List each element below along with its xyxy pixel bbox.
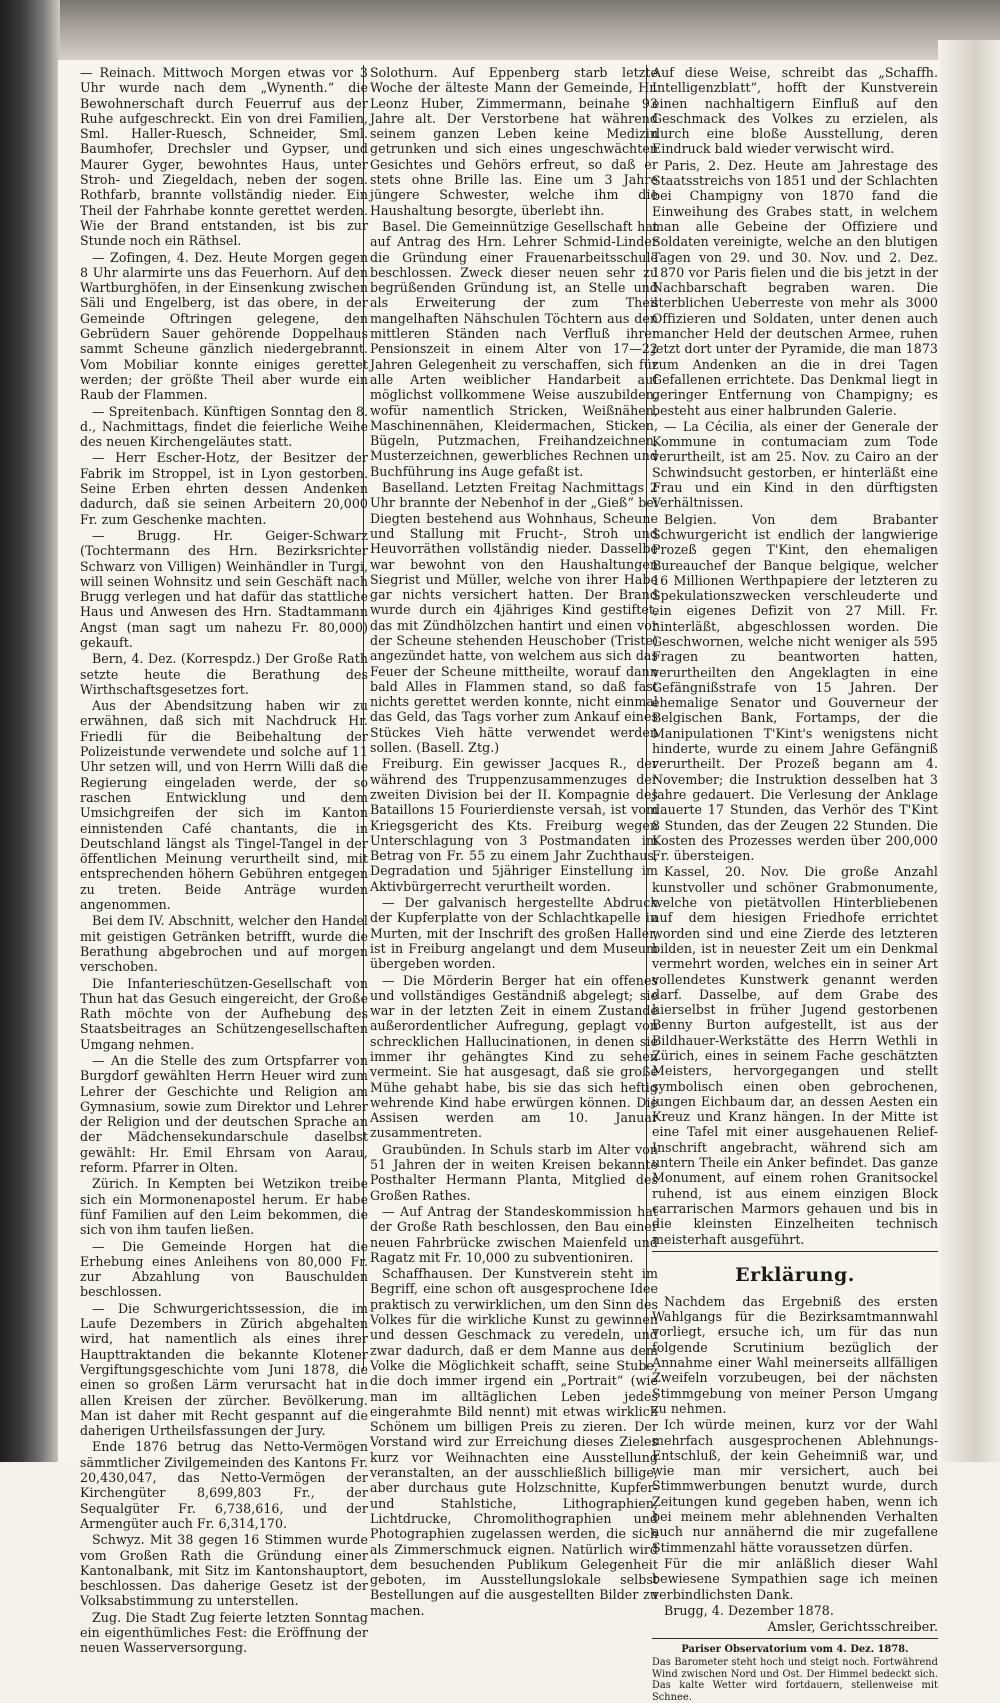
weather-divider: [652, 1638, 938, 1639]
column-2: [370, 65, 658, 1618]
article-bern-abendsitzung: Aus der Abendsitzung haben wir zu erwähnen, daß sich mit Nachdruck Hr. Friedli für die Beibehaltung der Polizeistunde verwendete und solche auf 11 Uhr setzen will, und von Herrn Willi daß die Regierung eingeladen werde, der so raschen Entwicklung und dem Umsichgreifen der sich im Kanton einnistenden Café chantants, die in Deutschland längst als Tingel-Tangel in der öffentlichen Meinung verurtheilt sind, mit entsprechenden höhern Gebühren entgegen zu treten. Beide Anträge wurden angenommen.: [80, 698, 368, 913]
weather-title: Pariser Observatorium vom 4. Dez. 1878.: [681, 1644, 909, 1656]
article-solothurn: Solothurn. Auf Eppenberg starb letzte Woche der älteste Mann der Gemeinde, Hr. Leonz Huber, Zimmermann, beinahe 93 Jahre alt. Der Verstorbene hat während seinem ganzen Leben keine Medizin getrunken und sich eines ungeschwächten Gesichtes und Gehörs erfreut, so daß er stets ohne Brille las. Eine um 3 Jahre jüngere Schwester, welche ihm die Haushaltung besorgte, überlebt ihn.: [370, 65, 658, 218]
article-escher-hotz: — Herr Escher-Hotz, der Besitzer der Fabrik im Stroppel, ist in Lyon gestorben. Seine Erben ehrten dessen Andenken dadurch, daß sie seinen Arbeitern 20,000 Fr. zum Geschenke machten.: [80, 450, 368, 527]
article-schwyz: Schwyz. Mit 38 gegen 16 Stimmen wurde vom Großen Rath die Gründung einer Kantonalbank, mit Sitz im Kantonshauptort, beschlossen. Das daherige Gesetz ist der Volksabstimmung zu unterstellen.: [80, 1532, 368, 1609]
article-zug: Zug. Die Stadt Zug feierte letzten Sonntag ein eigenthümliches Fest: die Eröffnung der neuen Wasserversorgung.: [80, 1609, 368, 1656]
article-bern-abschnitt: Bei dem IV. Abschnitt, welcher den Handel mit geistigen Getränken betrifft, wurde die Berathung abgebrochen und auf morgen verschoben.: [80, 913, 368, 975]
article-freiburg: Freiburg. Ein gewisser Jacques R., der während des Truppenzusammenzuges der zweiten Division bei der II. Kompagnie des Bataillons 15 Fourierdienste versah, ist vom Kriegsgericht des Kts. Freiburg wegen Unterschlagung von 3 Postmandaten im Betrag von Fr. 55 zu einem Jahr Zuchthaus, Degradation und 5jähriger Einstellung im Aktivbürgerrecht verurtheilt worden.: [370, 756, 658, 894]
article-zuerich: Zürich. In Kempten bei Wetzikon treibe sich ein Mormonenapostel herum. Er habe fünf Familien auf den Leim bekommen, die sich von ihm taufen ließen.: [80, 1176, 368, 1238]
book-spine-shadow: [0, 0, 60, 1462]
notice-place-date: Brugg, 4. Dezember 1878.: [664, 1602, 834, 1618]
article-reinach: — Reinach. Mittwoch Morgen etwas vor 3 Uhr wurde nach dem „Wynenth.“ die Bewohnerschaft durch Feuerruf aus der Ruhe aufgeschreckt. Ein von drei Familien, Sml. Haller-Ruesch, Schneider, Sml. Baumhofer, Drechsler und Gypser, und Maurer Gyger, bewohntes Haus, unter Stroh- und Ziegeldach, neben der sogen. Rothfarb, brannte vollständig nieder. Ein Theil der Fahrhabe konnte gerettet werden. Wie der Brand entstanden, ist bis zur Stunde noch ein Räthsel.: [80, 65, 368, 249]
notice-paragraph: Für die mir anläßlich dieser Wahl bewiesene Sympathien sage ich meinen verbindlichsten Dank.: [652, 1555, 938, 1602]
article-graubuenden: Graubünden. In Schuls starb im Alter von 51 Jahren der in weiten Kreisen bekannte Posthalter Hermann Planta, Mitglied des Großen Rathes.: [370, 1141, 658, 1203]
article-spreitenbach: — Spreitenbach. Künftigen Sonntag den 8. d., Nachmittags, findet die feierliche Weihe des neuen Kirchengeläutes statt.: [80, 403, 368, 450]
article-paris: Paris, 2. Dez. Heute am Jahrestage des Staatsstreichs von 1851 und der Schlachten bei Champigny von 1870 fand die Einweihung des Grabes statt, in welchem man alle Gebeine der Offiziere und Soldaten vereinigte, welche an den blutigen Tagen von 29. und 30. Nov. und 2. Dez. 1870 vor Paris fielen und die bis jetzt in der Nachbarschaft begraben waren. Die sterblichen Ueberreste von mehr als 3000 Offizieren und Soldaten, unter denen auch mancher Held der deutschen Armee, ruhen jetzt dort unter der Pyramide, die man 1873 zum Andenken an die in drei Tagen Gefallenen errichtete. Das Denkmal liegt in geringer Entfernung von Champigny; es besteht aus einer halbrunden Galerie.: [652, 157, 938, 418]
notice-paragraph: Ich würde meinen, kurz vor der Wahl mehrfach ausgesprochenen Ablehnungs-Entschluß, der kein Geheimniß war, und wie man mir versichert, auch bei Stimmwerbungen benutzt wurde, durch Zeitungen kund gegeben haben, wenn ich bei meinem mehr ablehnenden Verhalten auch nur annähernd die mir zugefallene Stimmenzahl hätte voraussetzen dürfen.: [652, 1417, 938, 1555]
article-horgen: — Die Gemeinde Horgen hat die Erhebung eines Anleihens von 80,000 Fr. zur Abzahlung von Bauschulden beschlossen.: [80, 1238, 368, 1300]
article-schaffhausen-cont: Auf diese Weise, schreibt das „Schaffh. Intelligenzblatt“, hofft der Kunstverein einen nachhaltigern Einfluß auf den Geschmack des Volkes zu erzielen, als durch eine bloße Ausstellung, deren Eindruck bald wieder verwischt wird.: [652, 65, 938, 157]
notice-title: Erklärung.: [735, 1263, 855, 1286]
article-la-cecilia: — La Cécilia, als einer der Generale der Kommune in contumaciam zum Tode verurtheilt, ist am 25. Nov. zu Cairo an der Schwindsucht gestorben, er hinterläßt eine Frau und ein Kind in den dürftigsten Verhältnissen.: [652, 418, 938, 511]
column-3: [652, 65, 938, 1703]
article-basel: Basel. Die Gemeinnützige Gesellschaft hat auf Antrag des Hrn. Lehrer Schmid-Linder die Gründung einer Frauenarbeitsschule beschlossen. Zweck dieser neuen sehr zu begrüßenden Gründung ist, an Stelle und als Erweiterung der zum Theil mangelhaften Nähschulen Töchtern aus den mittleren Ständen nach Verfluß ihrer Pensionszeit in einem Alter von 17—22 Jahren Gelegenheit zu verschaffen, sich für alle Arten weiblicher Handarbeit auf möglichst vollkommene Weise auszubilden, wofür namentlich Stricken, Weißnähen, Maschinennähen, Kleidermachen, Sticken, Bügeln, Putzmachen, Freihandzeichnen, Musterzeichnen, gewerbliches Rechnen und Buchführung ins Auge gefaßt ist.: [370, 218, 658, 479]
article-baselland: Baselland. Letzten Freitag Nachmittags 2 Uhr brannte der Nebenhof in der „Gieß“ bei Diegten bestehend aus Wohnhaus, Scheune und Stallung mit Frucht-, Stroh und Heuvorräthen vollständig nieder. Dasselbe war bewohnt von den Haushaltungen Siegrist und Müller, welche von ihrer Habe gar nichts versichert hatten. Der Brand wurde durch ein 4jähriges Kind gestiftet, das mit Zündhölzchen hantirt und einen vor der Scheune stehenden Heuschober (Triste) angezündet hatte, von welchem aus sich das Feuer der Scheune mittheilte, worauf dann bald Alles in Flammen stand, so daß fast nichts gerettet werden konnte, nicht einmal das Geld, das Tags vorher zum Ankauf eines Stückes Vieh hätte verwendet werden sollen. (Basell. Ztg.): [370, 480, 658, 756]
article-freiburg-abdruck: — Der galvanisch hergestellte Abdruck der Kupferplatte von der Schlachtkapelle in Murten, mit der Inschrift des großen Haller, ist in Freiburg angelangt und dem Museum übergeben worden.: [370, 895, 658, 972]
article-schwurgericht: — Die Schwurgerichtssession, die im Laufe Dezembers in Zürich abgehalten wird, hat namentlich als eines ihrer Haupttraktanden die bekannte Klotener Vergiftungsgeschichte vom Juni 1878, die einen so großen Lärm verursacht hat in allen Kreisen der zürcher. Bevölkerung. Man ist daher mit Recht gespannt auf die daherigen Urtheilsfassungen der Jury.: [80, 1300, 368, 1439]
article-burgdorf: — An die Stelle des zum Ortspfarrer von Burgdorf gewählten Herrn Heuer wird zum Lehrer der Geschichte und Religion am Gymnasium, sowie zum Direktor und Lehrer der Religion und der deutschen Sprache an der Mädchensekundarschule daselbst gewählt: Hr. Emil Ehrsam von Aarau, reform. Pfarrer in Olten.: [80, 1053, 368, 1176]
page-right-edge: [938, 40, 1000, 1462]
article-belgien: Belgien. Von dem Brabanter Schwurgericht ist endlich der langwierige Prozeß gegen T'Kint, den ehemaligen Bureauchef der Banque belgique, welcher 16 Millionen Werthpapiere der letzteren zu Spekulationszwecken verschleuderte und ein eigenes Defizit von 27 Mill. Fr. hinterläßt, abgeschlossen worden. Die Geschwornen, welche nicht weniger als 595 Fragen zu beantworten hatten, verurtheilten den Angeklagten in eine Gefängnißstrafe von 15 Jahren. Der ehemalige Senator und Gouverneur der Belgischen Bank, Fortamps, der die Manipulationen T'Kint's wenigstens nicht hinderte, wurde zu einem Jahre Gefängniß verurtheilt. Der Prozeß begann am 4. November; die Instruktion desselben hat 3 Jahre gedauert. Die Verlesung der Anklage dauerte 17 Stunden, das Verhör des T'Kint 8 Stunden, das der Zeugen 22 Stunden. Die Kosten des Prozesses werden über 200,000 Fr. übersteigen.: [652, 511, 938, 864]
article-graubuenden-bruecke: — Auf Antrag der Standeskommission hat der Große Rath beschlossen, den Bau einer neuen Fahrbrücke zwischen Maienfeld und Ragatz mit Fr. 10,000 zu subventioniren.: [370, 1203, 658, 1265]
notice-signature: Amsler, Gerichtsschreiber.: [767, 1619, 938, 1635]
article-kassel: Kassel, 20. Nov. Die große Anzahl kunstvoller und schöner Grabmonumente, welche von pietätvollen Hinterbliebenen auf dem hiesigen Friedhofe errichtet worden sind und eine Zierde des letzteren bilden, ist in neuester Zeit um ein Denkmal vermehrt worden, welches ein in seiner Art vollendetes Kunstwerk genannt werden darf. Dasselbe, auf dem Grabe des hierselbst in früher Jugend gestorbenen Benny Burton aufgestellt, ist aus der Bildhauer-Werkstätte des Herrn Wethli in Zürich, eines in seinem Fache geschätzten Meisters, hervorgegangen und stellt symbolisch einen oben gebrochenen, jungen Eichbaum dar, an dessen Aesten ein Kreuz und Kranz hängen. In der Mitte ist eine Tafel mit einer ausgehauenen Relief-Inschrift angebracht, während sich am untern Theile ein Anker befindet. Das ganze Monument, auf einem rohen Granitsockel ruhend, ist aus einem einzigen Block carrarischen Marmors gehauen und bis in die kleinsten Einzelheiten technisch meisterhaft ausgeführt.: [652, 864, 938, 1247]
article-brugg: — Brugg. Hr. Geiger-Schwarz (Tochtermann des Hrn. Bezirksrichter Schwarz von Villigen) Weinhändler in Turgi, will seinen Wohnsitz und sein Geschäft nach Brugg verlegen und hat dafür das stattliche Haus und Anwesen des Hrn. Stadtammann Angst (man sagt um nahezu Fr. 80,000) gekauft.: [80, 527, 368, 650]
article-bern-thun: Die Infanterieschützen-Gesellschaft von Thun hat das Gesuch eingereicht, der Große Rath möchte von der Aufhebung des Staatsbeitrages an Schützengesellschaften Umgang nehmen.: [80, 975, 368, 1052]
column-1: [80, 65, 368, 1656]
article-freiburg-berger: — Die Mörderin Berger hat ein offenes und vollständiges Geständniß abgelegt; sie war in der letzten Zeit in einem Zustande außerordentlicher Aufregung, geplagt von schrecklichen Hallucinationen, in denen sie immer ihr gehängtes Kind zu sehen vermeint. Sie hat ausgesagt, daß sie große Mühe gehabt habe, bis sie das sich heftig wehrende Kind habe erwürgen können. Die Assisen werden am 10. Januar zusammentreten.: [370, 972, 658, 1141]
article-zofingen: — Zofingen, 4. Dez. Heute Morgen gegen 8 Uhr alarmirte uns das Feuerhorn. Auf den Wartburghöfen, in der Einsenkung zwischen Säli und Engelberg, ist das obere, in der Gemeinde Oftringen gelegene, den Gebrüdern Sauer gehörende Doppelhaus sammt Scheune gänzlich niedergebrannt. Vom Mobiliar konnte einiges gerettet werden; der größte Theil aber wurde ein Raub der Flammen.: [80, 249, 368, 403]
article-bern: Bern, 4. Dez. (Korrespdz.) Der Große Rath setzte heute die Berathung des Wirthschaftsgesetzes fort.: [80, 651, 368, 697]
notice-paragraph: Nachdem das Ergebniß des ersten Wahlgangs für die Bezirksamtmannwahl vorliegt, ersuche ich, um für das nun folgende Scrutinium bezüglich der Annahme einer Wahl meinerseits allfälligen Zweifeln vorzubeugen, bei der nächsten Stimmgebung von meiner Person Umgang zu nehmen.: [652, 1293, 938, 1416]
weather-text: Das Barometer steht hoch und steigt noch. Fortwährend Wind zwischen Nord und Ost. Der Himmel bedeckt sich. Das kalte Wetter wird fortdauern, stellenweise mit Schnee.: [652, 1657, 938, 1703]
article-schaffhausen: Schaffhausen. Der Kunstverein steht im Begriff, eine schon oft ausgesprochene Idee praktisch zu verwirklichen, um den Sinn des Volkes für die wirkliche Kunst zu gewinnen und dessen Geschmack zu veredeln, und zwar dadurch, daß er dem Manne aus dem Volke die Möglichkeit schafft, seine Stube, die doch immer irgend ein „Portrait“ (wie man im alltäglichen Leben jedes eingerahmte Bild nennt) mit etwas wirklich Schönem um billigen Preis zu zieren. Der Vorstand wird zur Erreichung dieses Zieles kurz vor Weihnachten eine Ausstellung veranstalten, an der ausschließlich billige, aber durchaus gute Holzschnitte, Kupfer- und Stahlstiche, Lithographien, Lichtdrucke, Chromolithographien und Photographien zugelassen werden, die sich als Zimmerschmuck eignen. Natürlich wird dem besuchenden Publikum Gelegenheit geboten, im Ausstellungslokale selbst Bestellungen auf die ausgestellten Bilder zu machen.: [370, 1266, 658, 1618]
article-vermoegen: Ende 1876 betrug das Netto-Vermögen sämmtlicher Zivilgemeinden des Kantons Fr. 20,430,047, das Netto-Vermögen der Kirchengüter 8,699,803 Fr., der Sequalgüter Fr. 6,738,616, und der Armengüter auch Fr. 6,314,170.: [80, 1439, 368, 1531]
notice-divider: [652, 1251, 938, 1252]
